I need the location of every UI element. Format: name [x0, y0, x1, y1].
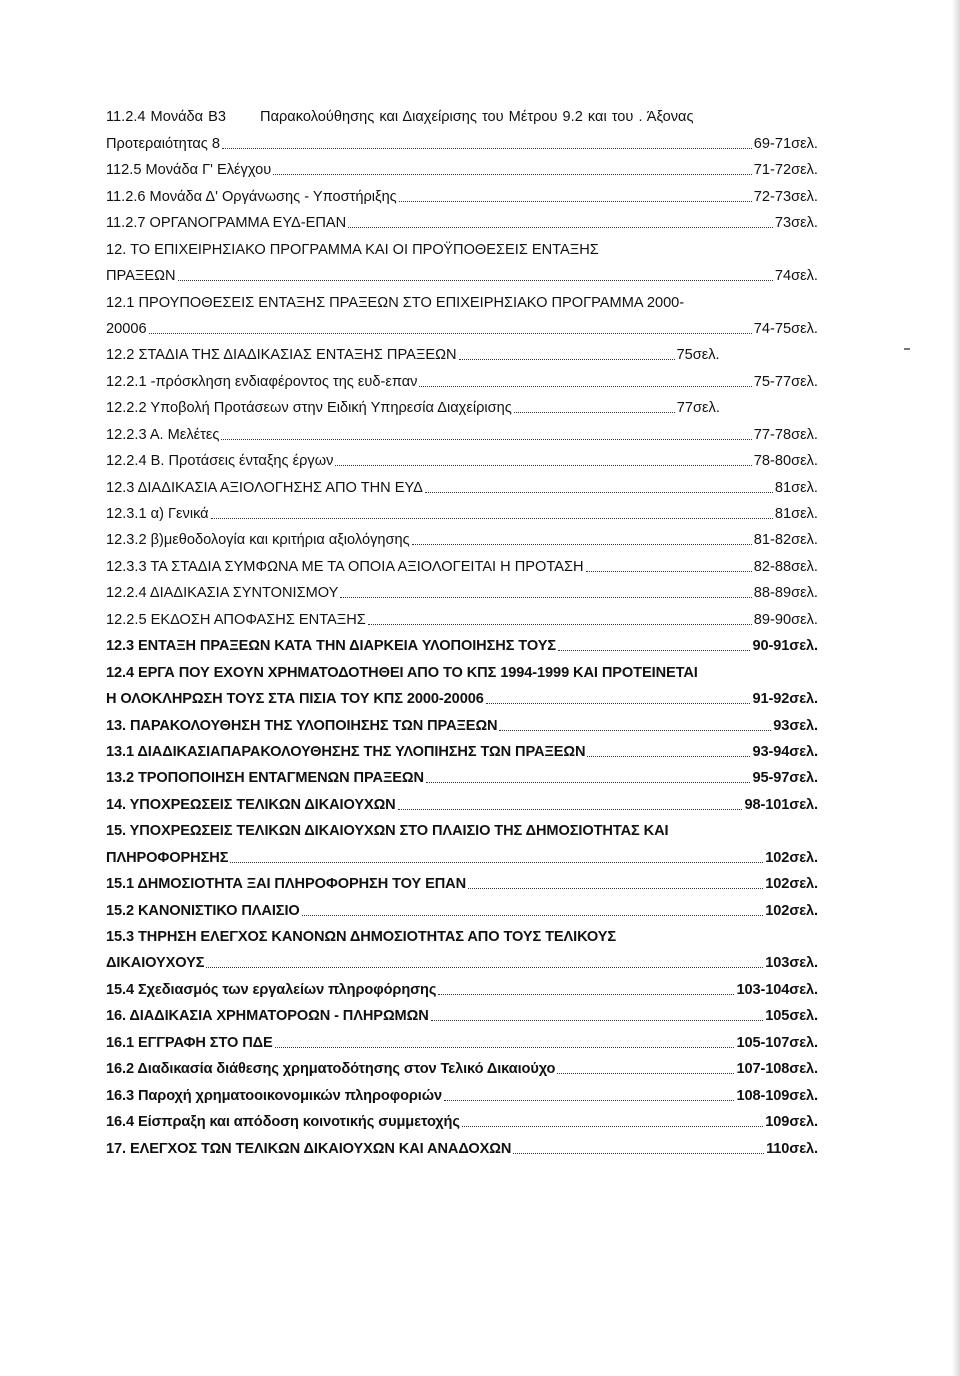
toc-entry-page: 75σελ. [676, 347, 720, 364]
dot-leader [557, 1073, 734, 1074]
toc-entry [106, 708, 818, 734]
dot-leader [348, 227, 773, 228]
toc-entry-title: 16.4 Είσπραξη και απόδοση κοινοτικής συμμετοχής [106, 1114, 460, 1131]
toc-entry-title: 15. ΥΠΟΧΡΕΩΣΕΙΣ ΤΕΛΙΚΩΝ ΔΙΚΑΙΟΥΧΩΝ ΣΤΟ ΠΛΑΙΣΙΟ ΤΗΣ ΔΗΜΟΣΙΟΤΗΤΑΣ ΚΑΙ [106, 823, 669, 840]
toc-entry [106, 232, 818, 258]
toc-entry [106, 1131, 818, 1157]
toc-entry-page: 81σελ. [774, 506, 818, 522]
toc-entry [106, 285, 818, 311]
dot-leader [335, 465, 751, 466]
dot-leader [486, 703, 751, 704]
toc-entry-title: 12.4 ΕΡΓΑ ΠΟΥ ΕΧΟΥΝ ΧΡΗΜΑΤΟΔΟΤΗΘΕΙ ΑΠΟ ΤΟ ΚΠΣ 1994-1999 ΚΑΙ ΠΡΟΤΕΙΝΕΤΑΙ [106, 664, 698, 681]
toc-entry-title: 12.2.3 Α. Μελέτες [106, 426, 220, 443]
toc-entry [106, 972, 818, 998]
toc-entry [106, 259, 818, 285]
dot-leader [558, 650, 750, 651]
toc-entry [106, 338, 818, 364]
toc-entry-page: 95-97σελ. [752, 770, 818, 787]
toc-entry-page: 93-94σελ. [752, 743, 818, 760]
toc-entry-title: 15.4 Σχεδιασμός των εργαλείων πληροφόρησης [106, 981, 437, 998]
dot-leader [302, 915, 764, 916]
toc-entry-title: 12.3.3 ΤΑ ΣΤΑΔΙΑ ΣΥΜΦΩΝΑ ΜΕ ΤΑ ΟΠΟΙΑ ΑΞΙΟΛΟΓΕΙΤΑΙ Η ΠΡΟΤΑΣΗ [106, 558, 584, 575]
toc-entry [106, 153, 818, 179]
toc-entry-page: 77σελ. [676, 400, 720, 417]
dot-leader [149, 333, 752, 334]
toc-entry-page: 98-101σελ. [744, 796, 818, 813]
toc-entry-title: ΔΙΚΑΙΟΥΧΟΥΣ [106, 955, 205, 972]
toc-entry-title: 16.2 Διαδικασία διάθεσης χρηματοδότησης στον Τελικό Δικαιούχο [106, 1061, 556, 1078]
toc-entry [106, 655, 818, 681]
toc-entry-title: 13.1 ΔΙΑΔΙΚΑΣΙΑΠΑΡΑΚΟΛΟΥΘΗΣΗΣ ΤΗΣ ΥΛΟΠΙΗΣΗΣ ΤΩΝ ΠΡΑΞΕΩΝ [106, 743, 586, 760]
dot-leader [462, 1126, 763, 1127]
toc-entry-page: 73σελ. [774, 215, 818, 232]
toc-entry-page: 107-108σελ. [736, 1061, 818, 1078]
toc-entry-page: 105σελ. [765, 1008, 818, 1025]
dot-leader [221, 439, 751, 440]
dot-leader [438, 994, 734, 995]
dot-leader [426, 782, 751, 783]
toc-entry-page: 75-77σελ. [753, 373, 818, 390]
toc-entry [106, 364, 818, 390]
toc-entry [106, 814, 818, 840]
toc-entry [106, 1078, 818, 1104]
toc-entry [106, 312, 818, 338]
toc-entry-title: 12.1 ΠΡΟΥΠΟΘΕΣΕΙΣ ΕΝΤΑΞΗΣ ΠΡΑΞΕΩΝ ΣΤΟ ΕΠΙΧΕΙΡΗΣΙΑΚΟ ΠΡΟΓΡΑΜΜΑ 2000- [106, 294, 685, 311]
toc-entry-title: 12.3.1 α) Γενικά [106, 506, 209, 522]
toc-entry [106, 602, 818, 628]
toc-entry-title: 16.1 ΕΓΓΡΑΦΗ ΣΤΟ ΠΔΕ [106, 1034, 273, 1051]
toc-entry-page: 71-72σελ. [753, 162, 818, 179]
toc-entry-page: 110σελ. [766, 1140, 818, 1157]
toc-entry [106, 761, 818, 787]
toc-entry [106, 1105, 818, 1131]
toc-entry-page: 103σελ. [765, 955, 818, 972]
toc-entry-page: 77-78σελ. [753, 426, 818, 443]
dot-leader [587, 756, 750, 757]
toc-entry-title: 20006 [106, 320, 147, 337]
toc-entry-page: 74-75σελ. [753, 320, 818, 337]
toc-entry-page: 102σελ. [765, 876, 818, 893]
toc-entry-page: 102σελ. [765, 849, 818, 866]
toc-entry-page: 103-104σελ. [736, 981, 818, 998]
dot-leader [178, 280, 773, 281]
toc-entry-page: 81σελ. [774, 479, 818, 496]
toc-entry-page: 74σελ. [774, 268, 818, 285]
page-edge-shadow [952, 0, 960, 1376]
toc-entry-page: 88-89σελ. [753, 585, 818, 602]
toc-entry-title: 12.3 ΔΙΑΔΙΚΑΣΙΑ ΑΞΙΟΛΟΓΗΣΗΣ ΑΠΟ ΤΗΝ ΕΥΔ [106, 479, 423, 496]
toc-entry [106, 787, 818, 813]
toc-entry-page: 78-80σελ. [753, 453, 818, 470]
toc-entry [106, 417, 818, 443]
dot-leader [273, 174, 752, 175]
toc-entry-title: Προτεραιότητας 8 [106, 135, 220, 152]
toc-entry [106, 206, 818, 232]
toc-entry-title: 12.2.5 ΕΚΔΟΣΗ ΑΠΟΦΑΣΗΣ ΕΝΤΑΞΗΣ [106, 611, 366, 628]
toc-entry-title: 15.2 ΚΑΝΟΝΙΣΤΙΚΟ ΠΛΑΙΣΙΟ [106, 902, 300, 919]
dot-leader [211, 518, 773, 519]
toc-entry [106, 840, 818, 866]
toc-entry-title: ΠΡΑΞΕΩΝ [106, 268, 176, 285]
toc-entry [106, 946, 818, 972]
dot-leader [275, 1047, 735, 1048]
dot-leader [399, 201, 752, 202]
toc-entry [106, 179, 818, 205]
dot-leader [459, 359, 675, 360]
toc-entry-page: 108-109σελ. [736, 1087, 818, 1104]
dot-leader [398, 809, 743, 810]
toc-entry [106, 629, 818, 655]
toc-entry [106, 735, 818, 761]
toc-entry [106, 576, 818, 602]
toc-entry-title: 13. ΠΑΡΑΚΟΛΟΥΘΗΣΗ ΤΗΣ ΥΛΟΠΟΙΗΣΗΣ ΤΩΝ ΠΡΑΞΕΩΝ [106, 717, 498, 734]
toc-entry [106, 1025, 818, 1051]
toc-entry-page: 105-107σελ. [736, 1034, 818, 1051]
toc-entry-title: 11.2.6 Μονάδα Δ' Οργάνωσης - Υποστήριξης [106, 188, 397, 205]
toc-entry-title: 15.3 ΤΗΡΗΣΗ ΕΛΕΓΧΟΣ ΚΑΝΟΝΩΝ ΔΗΜΟΣΙΟΤΗΤΑΣ ΑΠΟ ΤΟΥΣ ΤΕΛΙΚΟΥΣ [106, 929, 617, 945]
toc-entry [106, 893, 818, 919]
toc-entry-title: 12.2.4 ΔΙΑΔΙΚΑΣΙΑ ΣΥΝΤΟΝΙΣΜΟΥ [106, 585, 339, 602]
toc-entry-title: 12.3.2 β)μεθοδολογία και κριτήρια αξιολόγησης [106, 532, 410, 549]
toc-entry-title: 12.2.1 -πρόσκληση ενδιαφέροντος της ευδ-επαν [106, 373, 418, 390]
toc-entry-page: 89-90σελ. [753, 611, 818, 628]
toc-entry [106, 920, 818, 946]
dot-leader [499, 730, 771, 731]
toc-entry-title: Η ΟΛΟΚΛΗΡΩΣΗ ΤΟΥΣ ΣΤΑ ΠΙΣΙΑ ΤΟΥ ΚΠΣ 2000-20006 [106, 691, 484, 708]
toc-entry-continuation: Παρακολούθησης και Διαχείρισης του Μέτρου 9.2 και του . Άξονας [260, 109, 694, 126]
toc-entry-title: 17. ΕΛΕΓΧΟΣ ΤΩΝ ΤΕΛΙΚΩΝ ΔΙΚΑΙΟΥΧΩΝ ΚΑΙ ΑΝΑΔΟΧΩΝ [106, 1140, 512, 1157]
dot-leader [444, 1100, 734, 1101]
toc-entry-title: 16.3 Παροχή χρηματοοικονομικών πληροφοριών [106, 1087, 443, 1104]
toc-entry [106, 682, 818, 708]
dot-leader [468, 888, 763, 889]
toc-entry [106, 999, 818, 1025]
toc-entry [106, 497, 818, 523]
toc-entry-page: 81-82σελ. [753, 532, 818, 549]
toc-entry-title: 12. ΤΟ ΕΠΙΧΕΙΡΗΣΙΑΚΟ ΠΡΟΓΡΑΜΜΑ ΚΑΙ ΟΙ ΠΡΟΫΠΟΘΕΣΕΙΣ ΕΝΤΑΞΗΣ [106, 241, 599, 258]
toc-entry-page: 102σελ. [765, 902, 818, 919]
dot-leader [586, 571, 752, 572]
toc-entry-page: 90-91σελ. [752, 638, 818, 655]
toc-entry [106, 100, 818, 126]
table-of-contents [106, 100, 818, 1158]
toc-entry-title: 11.2.7 ΟΡΓΑΝΟΓΡΑΜΜΑ ΕΥΔ-ΕΠΑΝ [106, 215, 347, 232]
dot-leader [412, 544, 752, 545]
dot-leader [368, 624, 752, 625]
toc-entry-title: 15.1 ΔΗΜΟΣΙΟΤΗΤΑ ΞΑΙ ΠΛΗΡΟΦΟΡΗΣΗ ΤΟΥ ΕΠΑΝ [106, 876, 467, 893]
dot-leader [419, 386, 751, 387]
toc-entry-title: ΠΛΗΡΟΦΟΡΗΣΗΣ [106, 849, 229, 866]
toc-entry [106, 523, 818, 549]
toc-entry-page: 93σελ. [773, 717, 818, 734]
toc-entry-title: 12.2 ΣΤΑΔΙΑ ΤΗΣ ΔΙΑΔΙΚΑΣΙΑΣ ΕΝΤΑΞΗΣ ΠΡΑΞΕΩΝ [106, 347, 457, 364]
toc-entry-number: 11.2.4 Μονάδα Β3 [106, 109, 227, 126]
toc-entry [106, 867, 818, 893]
toc-entry [106, 126, 818, 152]
toc-entry-title [106, 108, 818, 126]
dot-leader [222, 148, 752, 149]
toc-entry [106, 1052, 818, 1078]
toc-entry [106, 470, 818, 496]
toc-entry-page: 82-88σελ. [753, 558, 818, 575]
dot-leader [206, 967, 763, 968]
toc-entry-page: 109σελ. [765, 1114, 818, 1131]
dot-leader [514, 412, 675, 413]
toc-entry [106, 549, 818, 575]
toc-entry [106, 391, 818, 417]
dot-leader [513, 1153, 764, 1154]
toc-entry-title: 12.2.2 Υποβολή Προτάσεων στην Ειδική Υπηρεσία Διαχείρισης [106, 400, 512, 417]
toc-entry-page: 69-71σελ. [753, 135, 818, 152]
toc-entry [106, 444, 818, 470]
margin-mark [904, 348, 910, 350]
toc-entry-title: 14. ΥΠΟΧΡΕΩΣΕΙΣ ΤΕΛΙΚΩΝ ΔΙΚΑΙΟΥΧΩΝ [106, 796, 396, 813]
toc-entry-title: 112.5 Μονάδα Γ' Ελέγχου [106, 162, 272, 179]
dot-leader [431, 1020, 764, 1021]
toc-entry-title: 13.2 ΤΡΟΠΟΠΟΙΗΣΗ ΕΝΤΑΓΜΕΝΩΝ ΠΡΑΞΕΩΝ [106, 770, 424, 787]
toc-entry-title: 12.3 ΕΝΤΑΞΗ ΠΡΑΞΕΩΝ ΚΑΤΑ ΤΗΝ ΔΙΑΡΚΕΙΑ ΥΛΟΠΟΙΗΣΗΣ ΤΟΥΣ [106, 638, 556, 655]
dot-leader [230, 862, 763, 863]
toc-entry-title: 16. ΔΙΑΔΙΚΑΣΙΑ ΧΡΗΜΑΤΟΡΟΩΝ - ΠΛΗΡΩΜΩΝ [106, 1008, 429, 1025]
toc-entry-page: 91-92σελ. [752, 691, 818, 708]
dot-leader [425, 492, 773, 493]
dot-leader [340, 597, 751, 598]
toc-entry-title: 12.2.4 Β. Προτάσεις ένταξης έργων [106, 453, 334, 470]
toc-entry-page: 72-73σελ. [753, 188, 818, 205]
